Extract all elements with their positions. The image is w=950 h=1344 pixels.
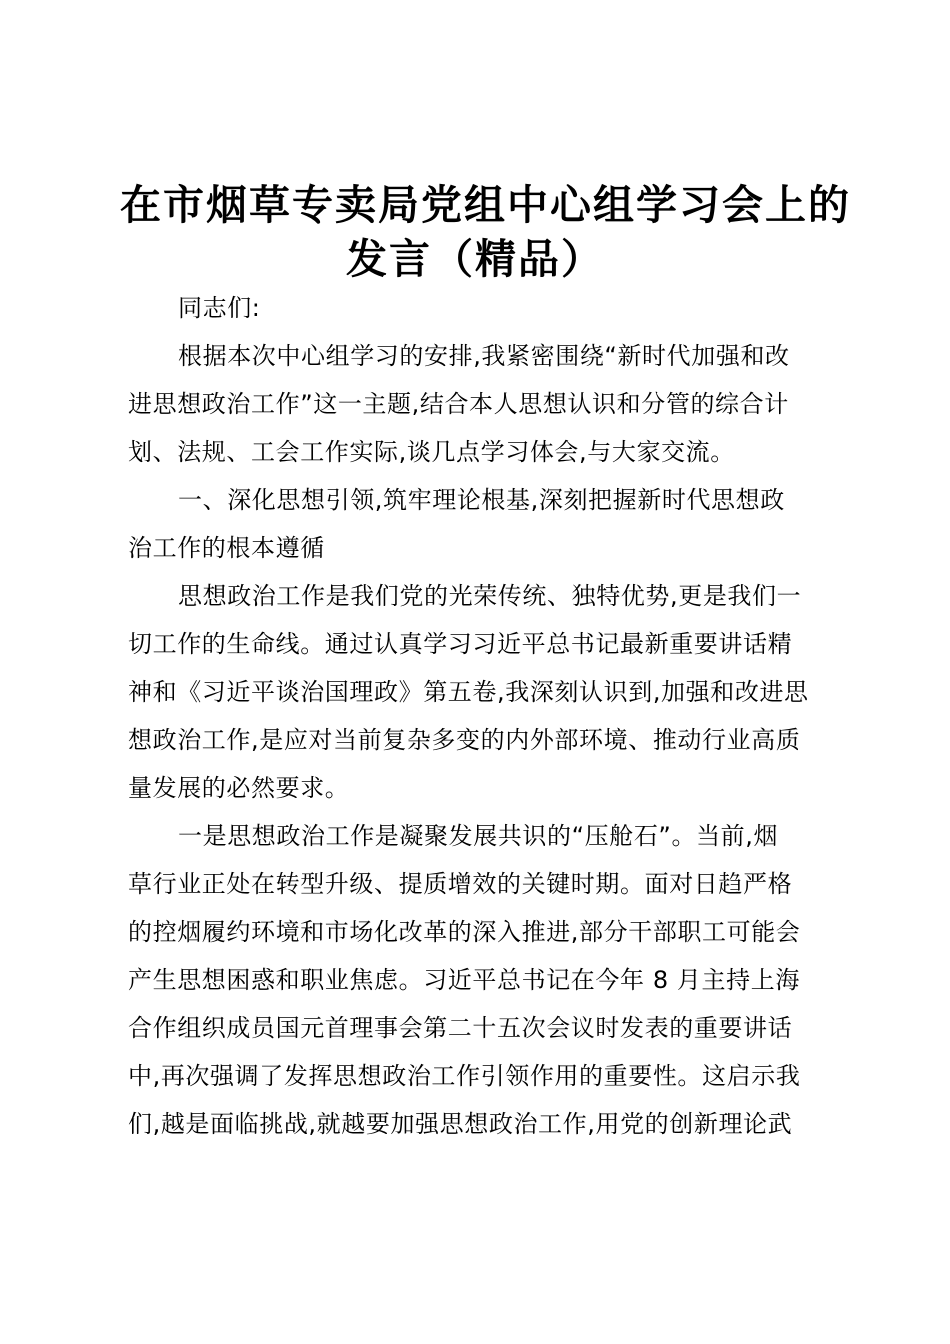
- section-heading-1: [128, 476, 834, 572]
- paragraph-line: 产生思想困惑和职业焦虑。习近平总书记在今年 8 月主持上海: [128, 966, 800, 994]
- paragraph-line: 量发展的必然要求。: [128, 774, 350, 802]
- paragraph-line: 的控烟履约环境和市场化改革的深入推进,部分干部职工可能会: [128, 918, 801, 946]
- paragraph-line: 们,越是面临挑战,就越要加强思想政治工作,用党的创新理论武: [128, 1110, 793, 1138]
- title-line: 在市烟草专卖局党组中心组学习会上的: [120, 181, 851, 229]
- salutation: [128, 284, 834, 332]
- paragraph-line: 一是思想政治工作是凝聚发展共识的“压舱石”。当前,烟: [178, 822, 779, 850]
- paragraph-point-1: [128, 812, 834, 1148]
- paragraph-line: 切工作的生命线。通过认真学习习近平总书记最新重要讲话精: [128, 630, 793, 658]
- paragraph-line: 中,再次强调了发挥思想政治工作引领作用的重要性。这启示我: [128, 1062, 801, 1090]
- paragraph-line: 根据本次中心组学习的安排,我紧密围绕“新时代加强和改: [178, 342, 790, 370]
- paragraph-line: 神和《习近平谈治国理政》第五卷,我深刻认识到,加强和改进思: [128, 678, 809, 706]
- paragraph-line: 想政治工作,是应对当前复杂多变的内外部环境、推动行业高质: [128, 726, 801, 754]
- paragraph-line: 思想政治工作是我们党的光荣传统、独特优势,更是我们一: [178, 582, 802, 610]
- paragraph-line: 进思想政治工作”这一主题,结合本人思想认识和分管的综合计: [128, 390, 789, 418]
- paragraph-section-1: [128, 572, 834, 812]
- paragraph-line: 草行业正处在转型升级、提质增效的关键时期。面对日趋严格: [128, 870, 793, 898]
- document-title: [120, 178, 851, 286]
- paragraph-intro: [128, 332, 834, 476]
- salutation-text: 同志们:: [178, 294, 261, 322]
- heading-line: 治工作的根本遵循: [128, 534, 325, 562]
- document-body: [128, 284, 834, 1148]
- heading-line: 一、深化思想引领,筑牢理论根基,深刻把握新时代思想政: [178, 486, 785, 514]
- paragraph-line: 合作组织成员国元首理事会第二十五次会议时发表的重要讲话: [128, 1014, 793, 1042]
- title-line: 发言（精品）: [346, 235, 604, 283]
- paragraph-line: 划、法规、工会工作实际,谈几点学习体会,与大家交流。: [128, 438, 735, 466]
